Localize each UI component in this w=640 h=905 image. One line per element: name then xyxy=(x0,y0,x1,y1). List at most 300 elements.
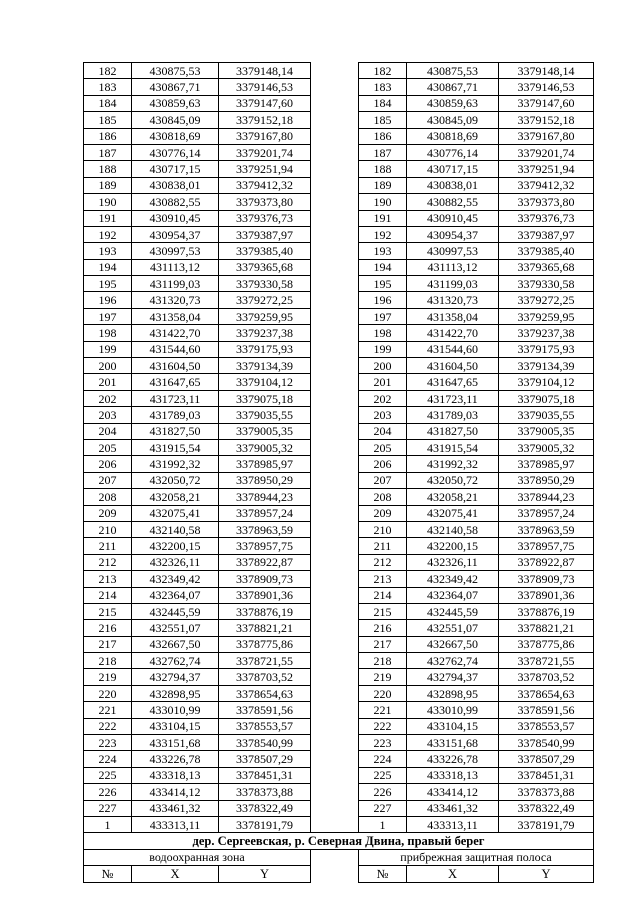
right-y-coordinate: 3379148,14 xyxy=(499,63,594,79)
left-y-coordinate: 3379148,14 xyxy=(219,63,311,79)
column-gap xyxy=(311,571,359,587)
right-x-coordinate: 431827,50 xyxy=(407,423,499,439)
column-gap xyxy=(311,325,359,341)
table-row xyxy=(84,374,594,390)
column-gap xyxy=(311,800,359,816)
table-row xyxy=(84,407,594,423)
column-gap xyxy=(311,63,359,79)
table-row xyxy=(84,194,594,210)
left-y-coordinate: 3378591,56 xyxy=(219,702,311,718)
left-x-coordinate: 431320,73 xyxy=(132,292,219,308)
left-y-coordinate: 3378703,52 xyxy=(219,669,311,685)
right-y-coordinate: 3378876,19 xyxy=(499,603,594,619)
table-row xyxy=(84,390,594,406)
table-row xyxy=(84,243,594,259)
column-gap xyxy=(311,636,359,652)
column-gap xyxy=(311,259,359,275)
right-x-coordinate: 431647,65 xyxy=(407,374,499,390)
column-gap xyxy=(311,308,359,324)
left-x-coordinate: 433461,32 xyxy=(132,800,219,816)
column-gap xyxy=(311,439,359,455)
table-row xyxy=(84,784,594,800)
table-row xyxy=(84,521,594,537)
table-row xyxy=(84,95,594,111)
right-y-coordinate: 3378654,63 xyxy=(499,685,594,701)
column-gap xyxy=(311,358,359,374)
left-x-coordinate: 431358,04 xyxy=(132,308,219,324)
left-point-number: 213 xyxy=(84,571,132,587)
table-row xyxy=(84,210,594,226)
right-y-coordinate: 3378957,75 xyxy=(499,538,594,554)
left-y-coordinate: 3378553,57 xyxy=(219,718,311,734)
left-point-number: 184 xyxy=(84,95,132,111)
left-point-number: 212 xyxy=(84,554,132,570)
right-x-coordinate: 433151,68 xyxy=(407,735,499,751)
table-row xyxy=(84,816,594,832)
left-x-coordinate: 432898,95 xyxy=(132,685,219,701)
left-y-coordinate: 3378821,21 xyxy=(219,620,311,636)
right-x-coordinate: 430717,15 xyxy=(407,161,499,177)
left-y-coordinate: 3379167,80 xyxy=(219,128,311,144)
left-y-coordinate: 3378191,79 xyxy=(219,816,311,832)
right-y-coordinate: 3379237,38 xyxy=(499,325,594,341)
right-x-coordinate: 433461,32 xyxy=(407,800,499,816)
right-point-number: 220 xyxy=(359,685,407,701)
left-point-number: 215 xyxy=(84,603,132,619)
right-x-coordinate: 432140,58 xyxy=(407,521,499,537)
right-x-header: X xyxy=(407,866,499,882)
right-y-coordinate: 3379373,80 xyxy=(499,194,594,210)
left-x-coordinate: 432364,07 xyxy=(132,587,219,603)
left-x-coordinate: 430776,14 xyxy=(132,144,219,160)
left-point-number: 218 xyxy=(84,653,132,669)
right-x-coordinate: 433010,99 xyxy=(407,702,499,718)
right-y-coordinate: 3379104,12 xyxy=(499,374,594,390)
left-x-coordinate: 431827,50 xyxy=(132,423,219,439)
right-y-coordinate: 3379259,95 xyxy=(499,308,594,324)
left-x-coordinate: 431915,54 xyxy=(132,439,219,455)
left-point-number: 211 xyxy=(84,538,132,554)
left-point-number: 192 xyxy=(84,226,132,242)
left-y-coordinate: 3378451,31 xyxy=(219,767,311,783)
right-point-number: 189 xyxy=(359,177,407,193)
left-y-coordinate: 3379147,60 xyxy=(219,95,311,111)
left-y-coordinate: 3379259,95 xyxy=(219,308,311,324)
left-x-coordinate: 433318,13 xyxy=(132,767,219,783)
left-y-coordinate: 3379146,53 xyxy=(219,79,311,95)
right-point-number: 197 xyxy=(359,308,407,324)
table-row xyxy=(84,603,594,619)
right-y-coordinate: 3379035,55 xyxy=(499,407,594,423)
left-x-coordinate: 433104,15 xyxy=(132,718,219,734)
left-point-number: 1 xyxy=(84,816,132,832)
left-point-number: 195 xyxy=(84,276,132,292)
right-y-coordinate: 3378540,99 xyxy=(499,735,594,751)
left-y-coordinate: 3379330,58 xyxy=(219,276,311,292)
right-point-number: 221 xyxy=(359,702,407,718)
left-y-coordinate: 3378985,97 xyxy=(219,456,311,472)
left-x-coordinate: 433010,99 xyxy=(132,702,219,718)
right-point-number: 187 xyxy=(359,144,407,160)
left-y-coordinate: 3378957,24 xyxy=(219,505,311,521)
left-x-coordinate: 430838,01 xyxy=(132,177,219,193)
table-row xyxy=(84,79,594,95)
left-x-coordinate: 430818,69 xyxy=(132,128,219,144)
right-number-header: № xyxy=(359,866,407,882)
section-title-row xyxy=(84,833,594,849)
right-x-coordinate: 431604,50 xyxy=(407,358,499,374)
right-point-number: 211 xyxy=(359,538,407,554)
column-gap xyxy=(311,521,359,537)
right-y-coordinate: 3378944,23 xyxy=(499,489,594,505)
right-y-coordinate: 3379146,53 xyxy=(499,79,594,95)
right-y-coordinate: 3378373,88 xyxy=(499,784,594,800)
column-gap xyxy=(311,243,359,259)
right-point-number: 192 xyxy=(359,226,407,242)
right-point-number: 215 xyxy=(359,603,407,619)
column-gap xyxy=(311,751,359,767)
left-x-coordinate: 430954,37 xyxy=(132,226,219,242)
left-point-number: 186 xyxy=(84,128,132,144)
right-y-coordinate: 3379005,32 xyxy=(499,439,594,455)
column-gap xyxy=(311,603,359,619)
left-x-coordinate: 433313,11 xyxy=(132,816,219,832)
column-gap xyxy=(311,669,359,685)
left-point-number: 217 xyxy=(84,636,132,652)
right-y-coordinate: 3379272,25 xyxy=(499,292,594,308)
table-row xyxy=(84,112,594,128)
right-x-coordinate: 430859,63 xyxy=(407,95,499,111)
left-point-number: 204 xyxy=(84,423,132,439)
right-y-coordinate: 3378901,36 xyxy=(499,587,594,603)
table-row xyxy=(84,276,594,292)
left-x-coordinate: 431604,50 xyxy=(132,358,219,374)
table-row xyxy=(84,669,594,685)
column-gap xyxy=(311,702,359,718)
left-point-number: 200 xyxy=(84,358,132,374)
column-gap xyxy=(311,226,359,242)
table-row xyxy=(84,161,594,177)
right-point-number: 210 xyxy=(359,521,407,537)
left-y-coordinate: 3378922,87 xyxy=(219,554,311,570)
right-y-coordinate: 3379005,35 xyxy=(499,423,594,439)
right-point-number: 207 xyxy=(359,472,407,488)
right-point-number: 203 xyxy=(359,407,407,423)
right-point-number: 193 xyxy=(359,243,407,259)
left-y-coordinate: 3378909,73 xyxy=(219,571,311,587)
left-x-coordinate: 431113,12 xyxy=(132,259,219,275)
left-x-coordinate: 430845,09 xyxy=(132,112,219,128)
left-x-coordinate: 430882,55 xyxy=(132,194,219,210)
left-y-coordinate: 3378322,49 xyxy=(219,800,311,816)
column-gap xyxy=(311,849,359,865)
right-x-coordinate: 432058,21 xyxy=(407,489,499,505)
left-x-coordinate: 430867,71 xyxy=(132,79,219,95)
right-x-coordinate: 431320,73 xyxy=(407,292,499,308)
column-gap xyxy=(311,456,359,472)
left-y-coordinate: 3378950,29 xyxy=(219,472,311,488)
column-gap xyxy=(311,784,359,800)
left-x-coordinate: 430859,63 xyxy=(132,95,219,111)
left-y-coordinate: 3379412,32 xyxy=(219,177,311,193)
left-point-number: 201 xyxy=(84,374,132,390)
left-x-coordinate: 432058,21 xyxy=(132,489,219,505)
right-x-coordinate: 431422,70 xyxy=(407,325,499,341)
table-row xyxy=(84,456,594,472)
left-point-number: 208 xyxy=(84,489,132,505)
zone-label-row xyxy=(84,849,594,865)
right-x-coordinate: 432898,95 xyxy=(407,685,499,701)
left-point-number: 210 xyxy=(84,521,132,537)
left-point-number: 188 xyxy=(84,161,132,177)
right-y-coordinate: 3379251,94 xyxy=(499,161,594,177)
table-row xyxy=(84,554,594,570)
right-x-coordinate: 432667,50 xyxy=(407,636,499,652)
right-y-coordinate: 3378322,49 xyxy=(499,800,594,816)
column-gap xyxy=(311,685,359,701)
left-x-header: X xyxy=(132,866,219,882)
right-point-number: 204 xyxy=(359,423,407,439)
left-point-number: 189 xyxy=(84,177,132,193)
right-y-coordinate: 3378950,29 xyxy=(499,472,594,488)
left-y-coordinate: 3379075,18 xyxy=(219,390,311,406)
right-point-number: 185 xyxy=(359,112,407,128)
table-row xyxy=(84,571,594,587)
column-gap xyxy=(311,538,359,554)
left-point-number: 206 xyxy=(84,456,132,472)
column-gap xyxy=(311,587,359,603)
right-y-coordinate: 3378985,97 xyxy=(499,456,594,472)
right-point-number: 201 xyxy=(359,374,407,390)
left-x-coordinate: 432445,59 xyxy=(132,603,219,619)
right-y-coordinate: 3379134,39 xyxy=(499,358,594,374)
right-point-number: 222 xyxy=(359,718,407,734)
left-x-coordinate: 432200,15 xyxy=(132,538,219,554)
right-x-coordinate: 431723,11 xyxy=(407,390,499,406)
right-y-coordinate: 3379330,58 xyxy=(499,276,594,292)
right-x-coordinate: 433313,11 xyxy=(407,816,499,832)
column-gap xyxy=(311,620,359,636)
right-point-number: 190 xyxy=(359,194,407,210)
column-gap xyxy=(311,505,359,521)
table-row xyxy=(84,767,594,783)
table-row xyxy=(84,538,594,554)
left-x-coordinate: 432075,41 xyxy=(132,505,219,521)
left-y-coordinate: 3379134,39 xyxy=(219,358,311,374)
column-gap xyxy=(311,79,359,95)
left-point-number: 202 xyxy=(84,390,132,406)
right-y-coordinate: 3379152,18 xyxy=(499,112,594,128)
right-point-number: 209 xyxy=(359,505,407,521)
column-gap xyxy=(311,210,359,226)
left-y-coordinate: 3379272,25 xyxy=(219,292,311,308)
left-point-number: 220 xyxy=(84,685,132,701)
left-x-coordinate: 433226,78 xyxy=(132,751,219,767)
right-x-coordinate: 431544,60 xyxy=(407,341,499,357)
right-y-coordinate: 3379075,18 xyxy=(499,390,594,406)
right-x-coordinate: 430997,53 xyxy=(407,243,499,259)
column-gap xyxy=(311,489,359,505)
table-row xyxy=(84,259,594,275)
right-x-coordinate: 432200,15 xyxy=(407,538,499,554)
right-y-coordinate: 3378821,21 xyxy=(499,620,594,636)
column-gap xyxy=(311,718,359,734)
left-y-coordinate: 3379005,32 xyxy=(219,439,311,455)
right-x-coordinate: 431789,03 xyxy=(407,407,499,423)
column-gap xyxy=(311,194,359,210)
right-point-number: 195 xyxy=(359,276,407,292)
column-gap xyxy=(311,144,359,160)
left-x-coordinate: 431544,60 xyxy=(132,341,219,357)
left-y-coordinate: 3379373,80 xyxy=(219,194,311,210)
right-x-coordinate: 432364,07 xyxy=(407,587,499,603)
right-point-number: 186 xyxy=(359,128,407,144)
table-row xyxy=(84,505,594,521)
right-y-coordinate: 3379385,40 xyxy=(499,243,594,259)
left-x-coordinate: 430875,53 xyxy=(132,63,219,79)
left-y-coordinate: 3378963,59 xyxy=(219,521,311,537)
right-y-coordinate: 3378957,24 xyxy=(499,505,594,521)
table-row xyxy=(84,489,594,505)
right-x-coordinate: 432551,07 xyxy=(407,620,499,636)
left-point-number: 222 xyxy=(84,718,132,734)
left-point-number: 214 xyxy=(84,587,132,603)
coordinates-table xyxy=(83,62,594,883)
right-y-coordinate: 3378507,29 xyxy=(499,751,594,767)
left-point-number: 197 xyxy=(84,308,132,324)
table-row xyxy=(84,800,594,816)
table-row xyxy=(84,751,594,767)
column-gap xyxy=(311,866,359,882)
right-point-number: 212 xyxy=(359,554,407,570)
left-x-coordinate: 433414,12 xyxy=(132,784,219,800)
left-y-coordinate: 3378654,63 xyxy=(219,685,311,701)
left-y-coordinate: 3379201,74 xyxy=(219,144,311,160)
left-point-number: 185 xyxy=(84,112,132,128)
left-point-number: 209 xyxy=(84,505,132,521)
right-x-coordinate: 431199,03 xyxy=(407,276,499,292)
column-gap xyxy=(311,128,359,144)
column-gap xyxy=(311,472,359,488)
right-y-coordinate: 3379387,97 xyxy=(499,226,594,242)
table-row xyxy=(84,63,594,79)
right-x-coordinate: 430818,69 xyxy=(407,128,499,144)
left-x-coordinate: 432667,50 xyxy=(132,636,219,652)
left-point-number: 224 xyxy=(84,751,132,767)
left-y-coordinate: 3378876,19 xyxy=(219,603,311,619)
table-row xyxy=(84,325,594,341)
left-y-coordinate: 3379035,55 xyxy=(219,407,311,423)
column-gap xyxy=(311,390,359,406)
table-row xyxy=(84,341,594,357)
right-y-coordinate: 3378191,79 xyxy=(499,816,594,832)
left-point-number: 193 xyxy=(84,243,132,259)
right-x-coordinate: 430838,01 xyxy=(407,177,499,193)
left-x-coordinate: 431789,03 xyxy=(132,407,219,423)
right-point-number: 216 xyxy=(359,620,407,636)
right-point-number: 223 xyxy=(359,735,407,751)
right-x-coordinate: 431992,32 xyxy=(407,456,499,472)
left-x-coordinate: 430910,45 xyxy=(132,210,219,226)
right-point-number: 182 xyxy=(359,63,407,79)
right-point-number: 219 xyxy=(359,669,407,685)
right-x-coordinate: 432762,74 xyxy=(407,653,499,669)
column-gap xyxy=(311,767,359,783)
left-point-number: 196 xyxy=(84,292,132,308)
right-y-coordinate: 3378451,31 xyxy=(499,767,594,783)
left-x-coordinate: 432326,11 xyxy=(132,554,219,570)
right-point-number: 184 xyxy=(359,95,407,111)
right-point-number: 226 xyxy=(359,784,407,800)
right-x-coordinate: 432349,42 xyxy=(407,571,499,587)
table-row xyxy=(84,358,594,374)
column-gap xyxy=(311,112,359,128)
left-point-number: 182 xyxy=(84,63,132,79)
right-y-coordinate: 3378775,86 xyxy=(499,636,594,652)
right-y-coordinate: 3379376,73 xyxy=(499,210,594,226)
left-point-number: 225 xyxy=(84,767,132,783)
right-y-coordinate: 3379201,74 xyxy=(499,144,594,160)
column-gap xyxy=(311,554,359,570)
left-y-coordinate: 3378721,55 xyxy=(219,653,311,669)
left-x-coordinate: 431199,03 xyxy=(132,276,219,292)
right-y-coordinate: 3379175,93 xyxy=(499,341,594,357)
column-gap xyxy=(311,95,359,111)
coastal-protection-strip-label: прибрежная защитная полоса xyxy=(359,849,594,865)
table-row xyxy=(84,685,594,701)
right-point-number: 225 xyxy=(359,767,407,783)
left-y-coordinate: 3378540,99 xyxy=(219,735,311,751)
left-x-coordinate: 431422,70 xyxy=(132,325,219,341)
table-row xyxy=(84,472,594,488)
column-gap xyxy=(311,276,359,292)
table-row xyxy=(84,620,594,636)
column-gap xyxy=(311,653,359,669)
right-x-coordinate: 433226,78 xyxy=(407,751,499,767)
right-y-coordinate: 3379167,80 xyxy=(499,128,594,144)
right-point-number: 183 xyxy=(359,79,407,95)
right-x-coordinate: 430867,71 xyxy=(407,79,499,95)
table-footer xyxy=(84,833,594,882)
left-y-coordinate: 3379104,12 xyxy=(219,374,311,390)
left-y-coordinate: 3379237,38 xyxy=(219,325,311,341)
table-row xyxy=(84,292,594,308)
right-x-coordinate: 430910,45 xyxy=(407,210,499,226)
table-row xyxy=(84,636,594,652)
left-x-coordinate: 431992,32 xyxy=(132,456,219,472)
left-point-number: 183 xyxy=(84,79,132,95)
left-point-number: 187 xyxy=(84,144,132,160)
table-row xyxy=(84,423,594,439)
left-point-number: 205 xyxy=(84,439,132,455)
left-point-number: 190 xyxy=(84,194,132,210)
right-x-coordinate: 432050,72 xyxy=(407,472,499,488)
left-x-coordinate: 432762,74 xyxy=(132,653,219,669)
right-y-coordinate: 3378963,59 xyxy=(499,521,594,537)
column-gap xyxy=(311,177,359,193)
left-y-coordinate: 3379365,68 xyxy=(219,259,311,275)
right-y-coordinate: 3378591,56 xyxy=(499,702,594,718)
table-row xyxy=(84,144,594,160)
right-point-number: 224 xyxy=(359,751,407,767)
right-y-header: Y xyxy=(499,866,594,882)
left-x-coordinate: 432794,37 xyxy=(132,669,219,685)
left-y-coordinate: 3378373,88 xyxy=(219,784,311,800)
left-point-number: 198 xyxy=(84,325,132,341)
left-point-number: 199 xyxy=(84,341,132,357)
left-point-number: 219 xyxy=(84,669,132,685)
right-y-coordinate: 3378721,55 xyxy=(499,653,594,669)
